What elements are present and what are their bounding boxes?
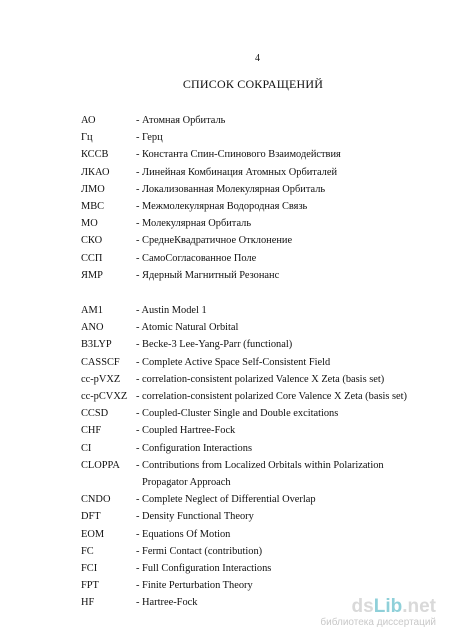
- page-number: 4: [255, 53, 260, 64]
- abbreviation-description: - Fermi Contact (contribution): [136, 545, 263, 557]
- watermark-subtitle: библиотека диссертаций: [320, 617, 436, 628]
- abbreviation-term: cc-pCVXZ: [81, 391, 128, 403]
- abbreviation-term: АО: [81, 115, 96, 126]
- abbreviation-description: - Coupled-Cluster Single and Double excitations: [136, 408, 339, 420]
- abbreviation-description: - СамоСогласованное Поле: [136, 252, 257, 264]
- abbreviation-row: [81, 388, 421, 405]
- abbreviation-description: - Full Configuration Interactions: [136, 563, 272, 575]
- abbreviation-description: - Ядерный Магнитный Резонанс: [136, 269, 280, 281]
- abbreviation-description: - Молекулярная Орбиталь: [136, 218, 252, 230]
- abbreviation-term: EOM: [81, 528, 105, 540]
- abbreviation-term: DFT: [81, 511, 101, 523]
- abbreviation-term: МВС: [81, 201, 105, 213]
- section-gap: [81, 284, 421, 302]
- abbreviation-row: [81, 319, 421, 336]
- abbreviation-term: КССВ: [81, 149, 109, 161]
- abbreviation-term: CHF: [81, 425, 102, 437]
- abbreviation-row: [81, 371, 421, 388]
- abbreviation-term: FC: [81, 545, 94, 557]
- abbreviation-description: - Becke-3 Lee-Yang-Parr (functional): [136, 339, 293, 351]
- abbreviation-term: CASSCF: [81, 356, 120, 368]
- abbreviation-description: - Density Functional Theory: [136, 511, 254, 523]
- abbreviation-row: [81, 129, 421, 146]
- abbreviation-description: - Complete Neglect of Differential Overlap: [136, 494, 316, 506]
- abbreviation-description: - Complete Active Space Self-Consistent Field: [136, 356, 331, 368]
- abbreviation-row: [81, 440, 421, 457]
- abbreviation-description: - correlation-consistent polarized Core Valence X Zeta (basis set): [136, 391, 408, 403]
- abbreviation-row: [81, 164, 421, 181]
- abbreviation-description: - Coupled Hartree-Fock: [136, 425, 236, 437]
- abbreviation-term: AM1: [81, 305, 103, 317]
- abbreviation-row: [81, 422, 421, 439]
- abbreviation-description: - Contributions from Localized Orbitals within Polarization: [136, 459, 384, 471]
- abbreviation-term: ЯМР: [81, 269, 103, 281]
- watermark: [320, 597, 436, 628]
- abbreviation-term: FPT: [81, 580, 99, 592]
- abbreviation-description: - Герц: [136, 132, 163, 144]
- abbreviation-row: [81, 302, 421, 319]
- abbreviation-description: - Austin Model 1: [136, 305, 207, 317]
- abbreviation-row: [81, 198, 421, 215]
- english-abbreviations: [81, 302, 421, 612]
- abbreviation-term: CI: [81, 442, 92, 454]
- abbreviation-term: CNDO: [81, 494, 111, 506]
- abbreviation-description: - Локализованная Молекулярная Орбиталь: [136, 183, 326, 195]
- abbreviation-row: [81, 181, 421, 198]
- abbreviation-row: [81, 560, 421, 577]
- abbreviation-term: CLOPPA: [81, 459, 120, 471]
- abbreviation-row: [81, 543, 421, 560]
- abbreviation-term: ЛКАО: [81, 166, 110, 178]
- abbreviation-term: CCSD: [81, 408, 109, 420]
- abbreviation-row: [81, 146, 421, 163]
- abbreviation-row: [81, 577, 421, 594]
- abbreviation-term: cc-pVXZ: [81, 373, 121, 385]
- abbreviation-row: [81, 336, 421, 353]
- watermark-logo: [320, 597, 436, 616]
- abbreviation-description: - Atomic Natural Orbital: [136, 322, 239, 334]
- abbreviation-row: [81, 405, 421, 422]
- abbreviation-row: [81, 112, 421, 129]
- abbreviation-description: - Атомная Орбиталь: [136, 115, 226, 126]
- russian-abbreviations: [81, 112, 421, 284]
- abbreviation-row: [81, 457, 421, 474]
- abbreviation-term: ЛМО: [81, 183, 105, 195]
- abbreviation-term: HF: [81, 597, 95, 609]
- abbreviation-description: - Finite Perturbation Theory: [136, 580, 253, 592]
- abbreviation-description: - СреднеКвадратичное Отклонение: [136, 235, 293, 247]
- abbreviation-term: СКО: [81, 235, 103, 247]
- abbreviation-row: [81, 491, 421, 508]
- abbreviation-term: ССП: [81, 252, 103, 264]
- watermark-logo-lib: Lib: [373, 596, 403, 617]
- abbreviation-row: [81, 354, 421, 371]
- abbreviation-description: - Межмолекулярная Водородная Связь: [136, 201, 308, 213]
- abbreviation-description: - Equations Of Motion: [136, 528, 231, 540]
- page-title: СПИСОК СОКРАЩЕНИЙ: [182, 77, 324, 91]
- abbreviation-row: [81, 232, 421, 249]
- abbreviation-row: [81, 267, 421, 284]
- watermark-logo-ds: ds: [351, 596, 374, 617]
- abbreviation-row: [81, 526, 421, 543]
- abbreviation-term: Гц: [81, 132, 93, 144]
- abbreviation-term: FCI: [81, 563, 98, 575]
- abbreviation-row: [81, 215, 421, 232]
- abbreviation-description: - Configuration Interactions: [136, 442, 252, 454]
- abbreviation-description: - Константа Спин-Спинового Взаимодействия: [136, 149, 341, 161]
- watermark-logo-net: .net: [402, 596, 436, 617]
- abbreviation-description: - Линейная Комбинация Атомных Орбиталей: [136, 166, 338, 178]
- abbreviation-row: [81, 508, 421, 525]
- abbreviation-row: [81, 250, 421, 267]
- abbreviation-description-continuation: Propagator Approach: [142, 477, 231, 489]
- abbreviation-term: ANO: [81, 322, 104, 334]
- abbreviation-term: МО: [81, 218, 98, 230]
- abbreviation-term: B3LYP: [81, 339, 112, 351]
- abbreviation-description: - correlation-consistent polarized Valence X Zeta (basis set): [136, 373, 385, 385]
- abbreviation-description: - Hartree-Fock: [136, 597, 198, 609]
- abbreviation-list: [81, 112, 421, 612]
